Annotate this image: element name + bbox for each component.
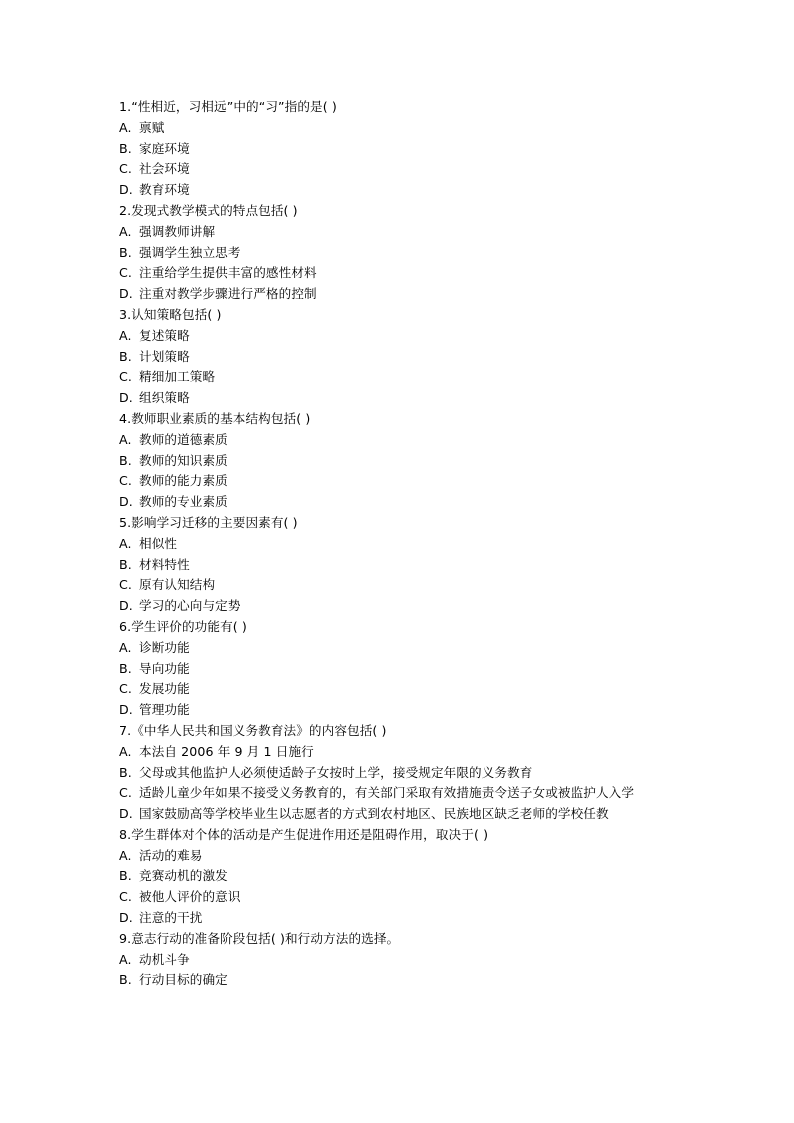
- question-8-option-d: [119, 908, 679, 929]
- option-letter: D.: [119, 390, 133, 406]
- option-text: 计划策略: [139, 348, 190, 364]
- question-2-stem: 2.发现式教学模式的特点包括( ): [119, 202, 298, 218]
- question-1-option-c: [119, 159, 679, 180]
- question-2-option-d: [119, 284, 679, 305]
- option-letter: B.: [119, 660, 132, 676]
- question-3-option-d: [119, 388, 679, 409]
- option-text: 家庭环境: [139, 140, 190, 156]
- question-9-option-b: [119, 970, 679, 991]
- document-page: [119, 97, 679, 991]
- option-text: 父母或其他监护人必须使适龄子女按时上学，接受规定年限的义务教育: [139, 764, 533, 780]
- option-text: 教师的能力素质: [139, 473, 228, 489]
- question-1-option-b: [119, 139, 679, 160]
- option-letter: D.: [119, 910, 133, 926]
- option-text: 禀赋: [139, 119, 165, 135]
- question-1-stem: 1.“性相近，习相远”中的“习”指的是( ): [119, 99, 337, 114]
- option-text: 社会环境: [139, 161, 190, 177]
- option-text: 学习的心向与定势: [139, 598, 241, 614]
- option-letter: A.: [119, 431, 132, 447]
- question-1-option-d: [119, 180, 679, 201]
- option-text: 动机斗争: [139, 951, 190, 967]
- option-letter: B.: [119, 972, 132, 988]
- question-7-option-b: [119, 763, 679, 784]
- question-3-option-c: [119, 367, 679, 388]
- question-6-option-a: [119, 638, 679, 659]
- question-2-option-c: [119, 263, 679, 284]
- question-6-option-b: [119, 659, 679, 680]
- question-4-option-b: [119, 451, 679, 472]
- option-text: 复述策略: [139, 327, 190, 343]
- question-5-option-c: [119, 575, 679, 596]
- question-3-stem: 3.认知策略包括( ): [119, 306, 222, 322]
- question-8-option-c: [119, 887, 679, 908]
- option-text: 竞赛动机的激发: [139, 868, 228, 884]
- option-text: 精细加工策略: [139, 369, 216, 385]
- option-letter: D.: [119, 598, 133, 614]
- question-7-option-a: [119, 742, 679, 763]
- option-letter: C.: [119, 681, 132, 697]
- question-3-option-b: [119, 347, 679, 368]
- option-text: 注重对教学步骤进行严格的控制: [139, 286, 317, 302]
- option-letter: C.: [119, 889, 132, 905]
- question-5-option-b: [119, 555, 679, 576]
- option-text: 注意的干扰: [139, 910, 203, 926]
- option-text: 被他人评价的意识: [139, 889, 241, 905]
- option-text: 发展功能: [139, 681, 190, 697]
- option-letter: A.: [119, 743, 132, 759]
- question-5-option-a: [119, 534, 679, 555]
- option-text: 相似性: [139, 535, 178, 551]
- option-letter: A.: [119, 847, 132, 863]
- option-letter: C.: [119, 577, 132, 593]
- question-9-option-a: [119, 950, 679, 971]
- question-2-option-a: [119, 222, 679, 243]
- option-text: 管理功能: [139, 702, 190, 718]
- question-3-option-a: [119, 326, 679, 347]
- question-7-option-d: [119, 804, 679, 825]
- question-8-stem: 8.学生群体对个体的活动是产生促进作用还是阻碍作用，取决于( ): [119, 826, 489, 842]
- option-text: 行动目标的确定: [139, 972, 228, 988]
- question-4-option-a: [119, 430, 679, 451]
- option-letter: C.: [119, 161, 132, 177]
- option-letter: B.: [119, 764, 132, 780]
- option-letter: B.: [119, 140, 132, 156]
- option-letter: D.: [119, 286, 133, 302]
- option-text: 材料特性: [139, 556, 190, 572]
- option-letter: D.: [119, 806, 133, 822]
- question-6-option-d: [119, 700, 679, 721]
- option-text: 原有认知结构: [139, 577, 216, 593]
- question-8-option-b: [119, 866, 679, 887]
- option-text: 强调教师讲解: [139, 223, 216, 239]
- question-6-option-c: [119, 679, 679, 700]
- option-letter: A.: [119, 535, 132, 551]
- question-4-option-c: [119, 471, 679, 492]
- option-letter: B.: [119, 556, 132, 572]
- option-letter: A.: [119, 223, 132, 239]
- question-6-stem: 6.学生评价的功能有( ): [119, 618, 247, 634]
- option-text: 教育环境: [139, 182, 190, 198]
- question-5-stem: 5.影响学习迁移的主要因素有( ): [119, 514, 298, 530]
- option-text: 教师的知识素质: [139, 452, 228, 468]
- option-letter: D.: [119, 702, 133, 718]
- option-letter: B.: [119, 868, 132, 884]
- option-letter: B.: [119, 244, 132, 260]
- option-text: 本法自 2006 年 9 月 1 日施行: [139, 743, 314, 759]
- option-letter: A.: [119, 327, 132, 343]
- option-letter: C.: [119, 265, 132, 281]
- question-4-stem: 4.教师职业素质的基本结构包括( ): [119, 410, 311, 426]
- question-8-option-a: [119, 846, 679, 867]
- option-text: 教师的道德素质: [139, 431, 228, 447]
- question-7-stem: 7.《中华人民共和国义务教育法》的内容包括( ): [119, 722, 387, 738]
- option-letter: C.: [119, 369, 132, 385]
- option-text: 注重给学生提供丰富的感性材料: [139, 265, 317, 281]
- option-text: 组织策略: [139, 390, 190, 406]
- option-letter: C.: [119, 785, 132, 801]
- option-letter: A.: [119, 119, 132, 135]
- option-letter: B.: [119, 452, 132, 468]
- option-text: 适龄儿童少年如果不接受义务教育的，有关部门采取有效措施责令送子女或被监护人入学: [139, 785, 635, 801]
- option-letter: D.: [119, 494, 133, 510]
- option-text: 强调学生独立思考: [139, 244, 241, 260]
- option-text: 国家鼓励高等学校毕业生以志愿者的方式到农村地区、民族地区缺乏老师的学校任教: [139, 806, 609, 822]
- option-letter: B.: [119, 348, 132, 364]
- question-5-option-d: [119, 596, 679, 617]
- option-text: 导向功能: [139, 660, 190, 676]
- option-letter: D.: [119, 182, 133, 198]
- question-7-option-c: [119, 783, 677, 804]
- option-letter: A.: [119, 639, 132, 655]
- question-4-option-d: [119, 492, 679, 513]
- option-text: 教师的专业素质: [139, 494, 228, 510]
- question-1-option-a: [119, 118, 679, 139]
- question-2-option-b: [119, 243, 679, 264]
- option-text: 诊断功能: [139, 639, 190, 655]
- option-letter: C.: [119, 473, 132, 489]
- option-letter: A.: [119, 951, 132, 967]
- question-9-stem: 9.意志行动的准备阶段包括( )和行动方法的选择。: [119, 930, 400, 946]
- option-text: 活动的难易: [139, 847, 203, 863]
